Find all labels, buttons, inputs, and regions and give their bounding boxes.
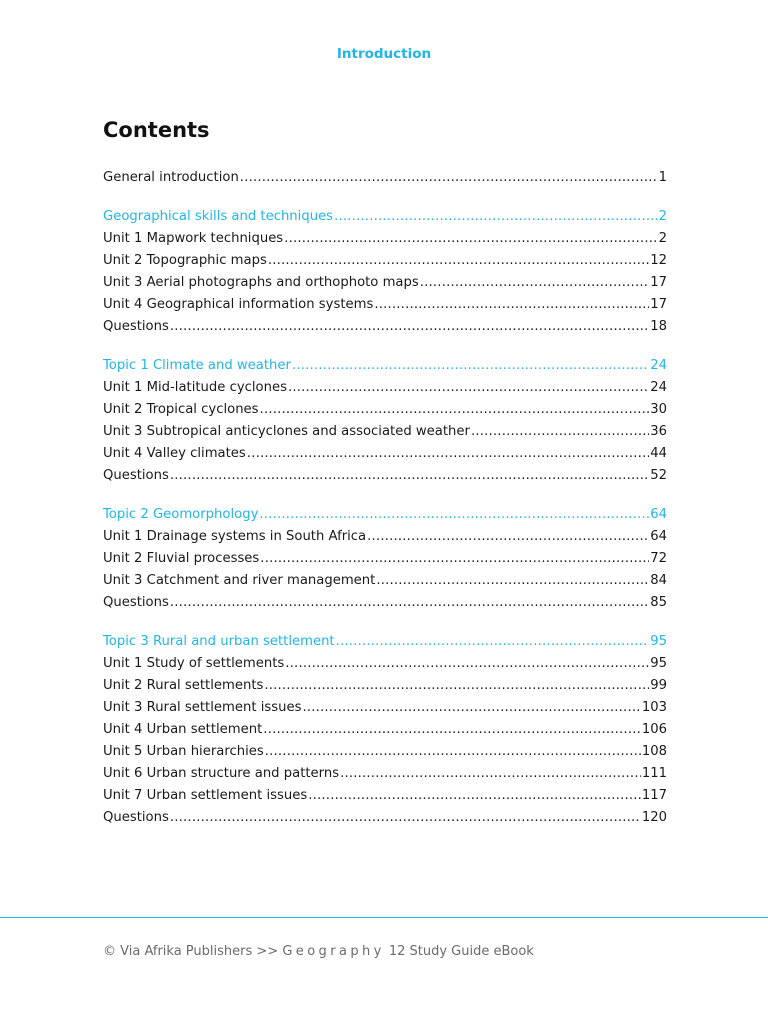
toc-dot-leader <box>170 592 649 614</box>
toc-entry-label: Unit 4 Urban settlement <box>103 722 263 737</box>
toc-dot-leader <box>471 421 649 443</box>
toc-dot-leader <box>376 570 649 592</box>
toc-section-heading[interactable] <box>103 504 667 526</box>
toc-entry[interactable] <box>103 465 667 487</box>
toc-dot-leader <box>247 443 649 465</box>
toc-entry-label: Geographical skills and techniques <box>103 209 334 224</box>
toc-entry-label: Unit 6 Urban structure and patterns <box>103 766 340 781</box>
table-of-contents <box>103 167 667 846</box>
toc-entry-label: Unit 5 Urban hierarchies <box>103 744 264 759</box>
toc-page-number: 95 <box>650 634 667 649</box>
toc-entry[interactable] <box>103 675 667 697</box>
toc-page-number: 103 <box>641 700 667 715</box>
toc-entry-label: Unit 1 Mid-latitude cyclones <box>103 380 287 395</box>
toc-entry-label: Unit 4 Geographical information systems <box>103 297 374 312</box>
toc-section <box>103 355 667 487</box>
toc-page-number: 120 <box>641 810 667 825</box>
toc-page-number: 64 <box>650 507 667 522</box>
toc-dot-leader <box>292 355 649 377</box>
toc-page-number: 52 <box>650 468 667 483</box>
toc-page-number: 85 <box>650 595 667 610</box>
toc-entry-label: Topic 1 Climate and weather <box>103 358 291 373</box>
toc-page-number: 111 <box>641 766 667 781</box>
toc-entry[interactable] <box>103 570 667 592</box>
toc-entry-label: Unit 3 Rural settlement issues <box>103 700 302 715</box>
toc-entry[interactable] <box>103 294 667 316</box>
toc-entry-label: Unit 2 Fluvial processes <box>103 551 260 566</box>
toc-entry[interactable] <box>103 272 667 294</box>
toc-page-number: 24 <box>650 380 667 395</box>
toc-page-number: 117 <box>641 788 667 803</box>
footer-publisher: © Via Afrika Publishers >> <box>103 944 283 959</box>
toc-entry-label: Unit 7 Urban settlement issues <box>103 788 308 803</box>
toc-dot-leader <box>264 675 649 697</box>
toc-entry-label: Topic 3 Rural and urban settlement <box>103 634 335 649</box>
toc-page-number: 44 <box>650 446 667 461</box>
toc-page-number: 17 <box>650 297 667 312</box>
toc-entry-label: Questions <box>103 595 169 610</box>
toc-entry[interactable] <box>103 377 667 399</box>
toc-dot-leader <box>284 228 657 250</box>
toc-entry-label: General introduction <box>103 170 239 185</box>
toc-dot-leader <box>420 272 649 294</box>
toc-entry-label: Unit 1 Study of settlements <box>103 656 285 671</box>
toc-entry-label: Unit 2 Tropical cyclones <box>103 402 259 417</box>
toc-entry[interactable] <box>103 592 667 614</box>
toc-section <box>103 504 667 614</box>
toc-dot-leader <box>170 465 649 487</box>
toc-section <box>103 631 667 829</box>
footer-subject: Geography <box>282 944 385 959</box>
toc-dot-leader <box>336 631 650 653</box>
toc-entry[interactable] <box>103 785 667 807</box>
toc-entry-label: Questions <box>103 468 169 483</box>
toc-page-number: 24 <box>650 358 667 373</box>
toc-entry[interactable] <box>103 741 667 763</box>
toc-page-number: 72 <box>650 551 667 566</box>
toc-entry-label: Unit 3 Subtropical anticyclones and associated weather <box>103 424 470 439</box>
toc-page-number: 17 <box>650 275 667 290</box>
toc-entry[interactable] <box>103 763 667 785</box>
toc-dot-leader <box>240 167 658 189</box>
toc-entry[interactable] <box>103 697 667 719</box>
footer-credit <box>103 944 534 959</box>
toc-entry-label: Unit 3 Aerial photographs and orthophoto maps <box>103 275 419 290</box>
toc-page-number: 99 <box>650 678 667 693</box>
toc-page-number: 18 <box>650 319 667 334</box>
toc-dot-leader <box>170 807 641 829</box>
footer-divider <box>0 917 768 918</box>
toc-section-heading[interactable] <box>103 206 667 228</box>
toc-page-number: 84 <box>650 573 667 588</box>
toc-dot-leader <box>265 741 641 763</box>
toc-dot-leader <box>340 763 641 785</box>
toc-entry-label: Unit 1 Mapwork techniques <box>103 231 284 246</box>
toc-entry[interactable] <box>103 653 667 675</box>
toc-entry[interactable] <box>103 526 667 548</box>
toc-section <box>103 206 667 338</box>
toc-entry-label: Unit 1 Drainage systems in South Africa <box>103 529 367 544</box>
toc-dot-leader <box>285 653 649 675</box>
toc-entry[interactable] <box>103 250 667 272</box>
toc-page-number: 12 <box>650 253 667 268</box>
toc-page-number: 2 <box>658 231 667 246</box>
toc-dot-leader <box>374 294 649 316</box>
toc-section <box>103 167 667 189</box>
toc-entry[interactable] <box>103 316 667 338</box>
toc-entry[interactable] <box>103 399 667 421</box>
toc-entry-label: Unit 2 Rural settlements <box>103 678 264 693</box>
toc-dot-leader <box>308 785 641 807</box>
toc-page-number: 36 <box>650 424 667 439</box>
toc-entry-label: Unit 4 Valley climates <box>103 446 246 461</box>
toc-entry[interactable] <box>103 443 667 465</box>
toc-page-number: 108 <box>641 744 667 759</box>
toc-page-number: 2 <box>658 209 667 224</box>
toc-entry-label: Questions <box>103 810 169 825</box>
toc-page-number: 30 <box>650 402 667 417</box>
toc-page-number: 1 <box>658 170 667 185</box>
toc-dot-leader <box>170 316 649 338</box>
toc-dot-leader <box>260 399 650 421</box>
toc-dot-leader <box>268 250 649 272</box>
toc-dot-leader <box>288 377 649 399</box>
toc-dot-leader <box>259 504 649 526</box>
toc-section-heading[interactable] <box>103 631 667 653</box>
toc-dot-leader <box>302 697 640 719</box>
toc-entry[interactable] <box>103 167 667 189</box>
toc-entry[interactable] <box>103 421 667 443</box>
toc-entry-label: Questions <box>103 319 169 334</box>
toc-entry[interactable] <box>103 719 667 741</box>
running-header-title: Introduction <box>336 46 432 62</box>
toc-dot-leader <box>334 206 658 228</box>
toc-dot-leader <box>263 719 641 741</box>
toc-entry[interactable] <box>103 548 667 570</box>
toc-page-number: 106 <box>641 722 667 737</box>
toc-section-heading[interactable] <box>103 355 667 377</box>
toc-dot-leader <box>367 526 649 548</box>
toc-entry[interactable] <box>103 228 667 250</box>
toc-entry[interactable] <box>103 807 667 829</box>
toc-page-number: 64 <box>650 529 667 544</box>
toc-dot-leader <box>260 548 649 570</box>
toc-entry-label: Unit 2 Topographic maps <box>103 253 267 268</box>
contents-heading: Contents <box>103 118 210 142</box>
toc-entry-label: Topic 2 Geomorphology <box>103 507 259 522</box>
toc-entry-label: Unit 3 Catchment and river management <box>103 573 376 588</box>
footer-book-title: 12 Study Guide eBook <box>384 944 534 959</box>
toc-page-number: 95 <box>650 656 667 671</box>
